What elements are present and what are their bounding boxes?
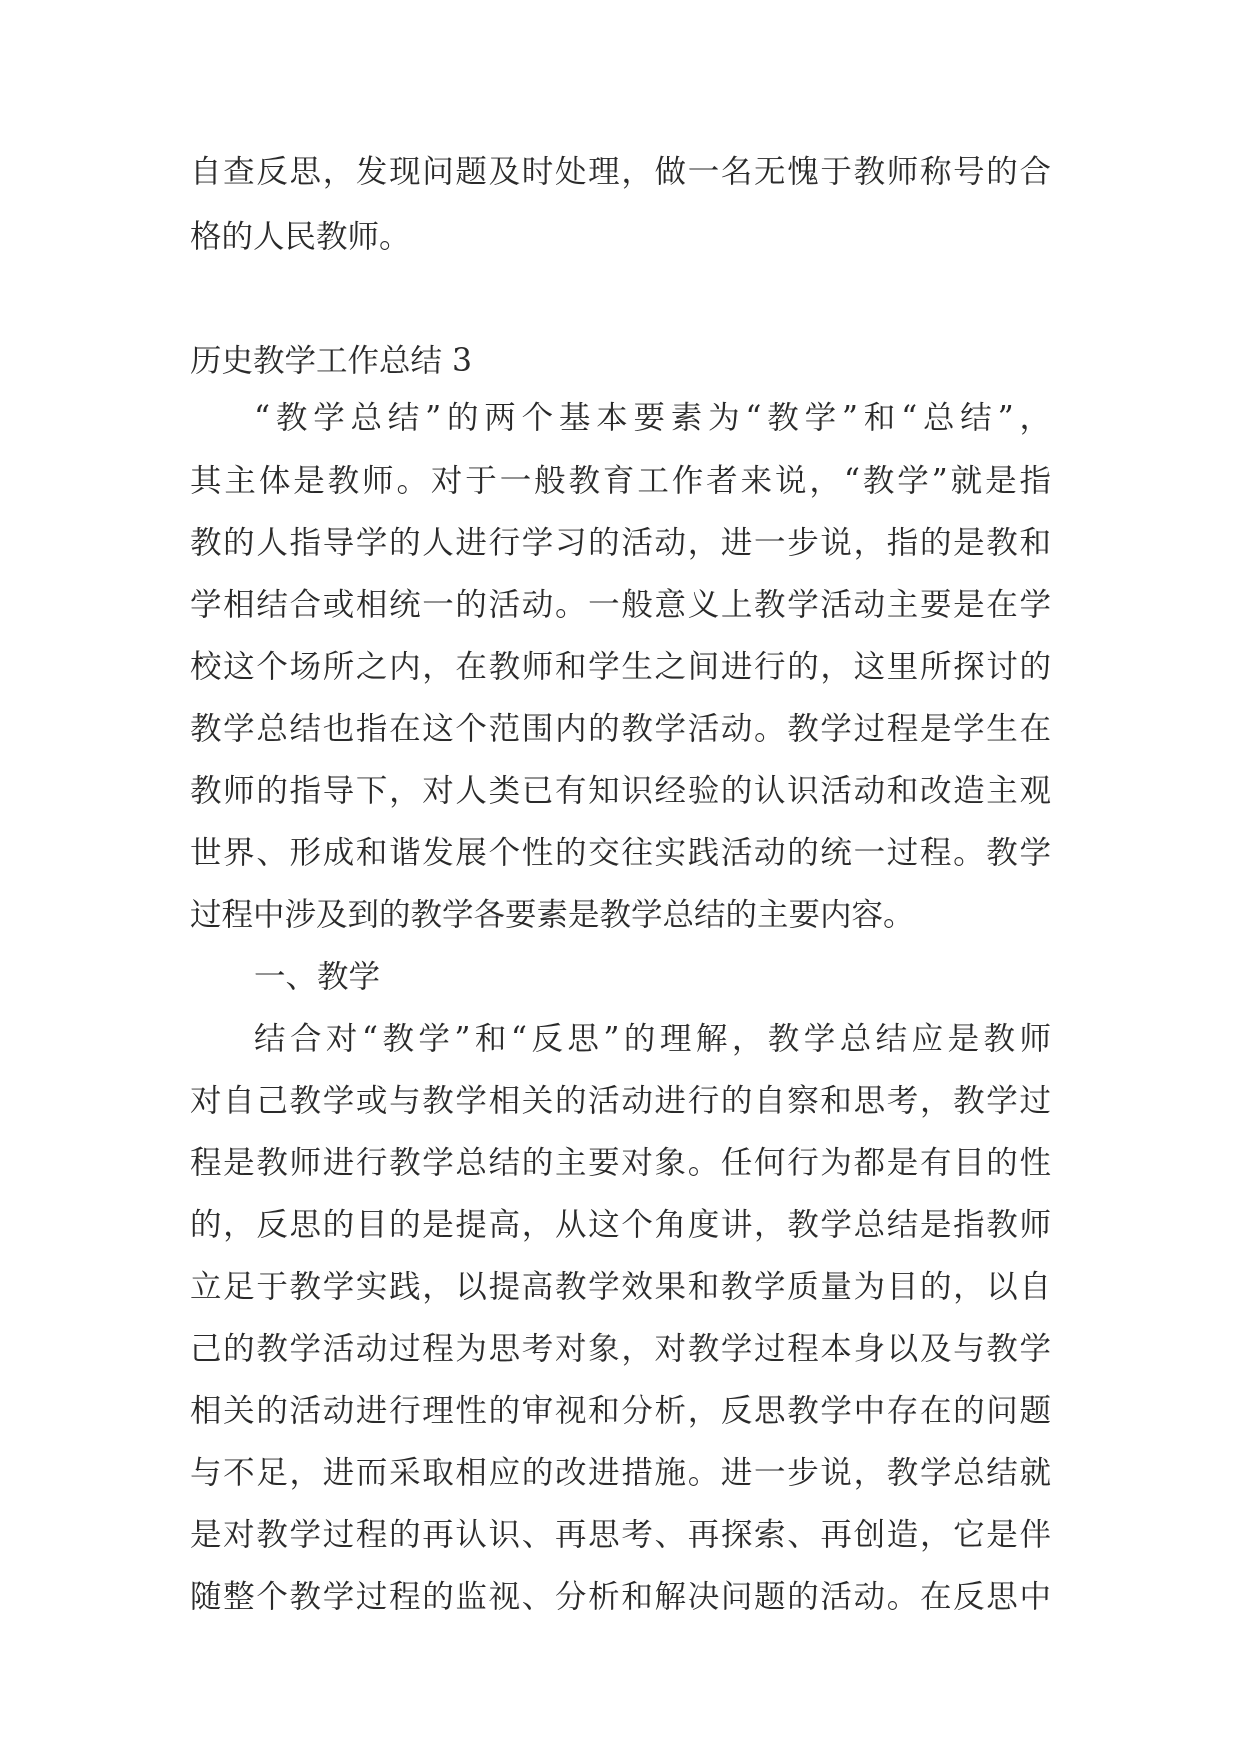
text-line: 格的人民教师。 bbox=[190, 219, 411, 255]
text-line: 教的人指导学的人进行学习的活动，进一步说，指的是教和 bbox=[190, 525, 1051, 561]
section-title: 历史教学工作总结 3 bbox=[190, 343, 473, 379]
text-line: 校这个场所之内，在教师和学生之间进行的，这里所探讨的 bbox=[190, 649, 1051, 685]
text-line: 结合对“教学”和“反思”的理解，教学总结应是教师 bbox=[254, 1021, 1051, 1057]
subheading: 一、教学 bbox=[254, 959, 381, 995]
text-line: 立足于教学实践，以提高教学效果和教学质量为目的，以自 bbox=[190, 1269, 1051, 1305]
text-line: 教师的指导下，对人类已有知识经验的认识活动和改造主观 bbox=[190, 773, 1051, 809]
text-line: 程是教师进行教学总结的主要对象。任何行为都是有目的性 bbox=[190, 1145, 1051, 1181]
text-line: 与不足，进而采取相应的改进措施。进一步说，教学总结就 bbox=[190, 1455, 1051, 1491]
text-line: 相关的活动进行理性的审视和分析，反思教学中存在的问题 bbox=[190, 1393, 1051, 1429]
text-line: 是对教学过程的再认识、再思考、再探索、再创造，它是伴 bbox=[190, 1517, 1051, 1553]
text-line: 教学总结也指在这个范围内的教学活动。教学过程是学生在 bbox=[190, 711, 1051, 747]
text-line: 过程中涉及到的教学各要素是教学总结的主要内容。 bbox=[190, 897, 915, 933]
text-line: 随整个教学过程的监视、分析和解决问题的活动。在反思中 bbox=[190, 1579, 1051, 1615]
text-line: 己的教学活动过程为思考对象，对教学过程本身以及与教学 bbox=[190, 1331, 1051, 1367]
text-line: 的，反思的目的是提高，从这个角度讲，教学总结是指教师 bbox=[190, 1207, 1051, 1243]
text-line: 自查反思，发现问题及时处理，做一名无愧于教师称号的合 bbox=[190, 154, 1051, 190]
text-line: “教学总结”的两个基本要素为“教学”和“总结”， bbox=[254, 400, 1051, 436]
text-line: 世界、形成和谐发展个性的交往实践活动的统一过程。教学 bbox=[190, 835, 1051, 871]
text-line: 对自己教学或与教学相关的活动进行的自察和思考，教学过 bbox=[190, 1083, 1051, 1119]
text-line: 其主体是教师。对于一般教育工作者来说，“教学”就是指 bbox=[190, 463, 1051, 499]
text-line: 学相结合或相统一的活动。一般意义上教学活动主要是在学 bbox=[190, 587, 1051, 623]
